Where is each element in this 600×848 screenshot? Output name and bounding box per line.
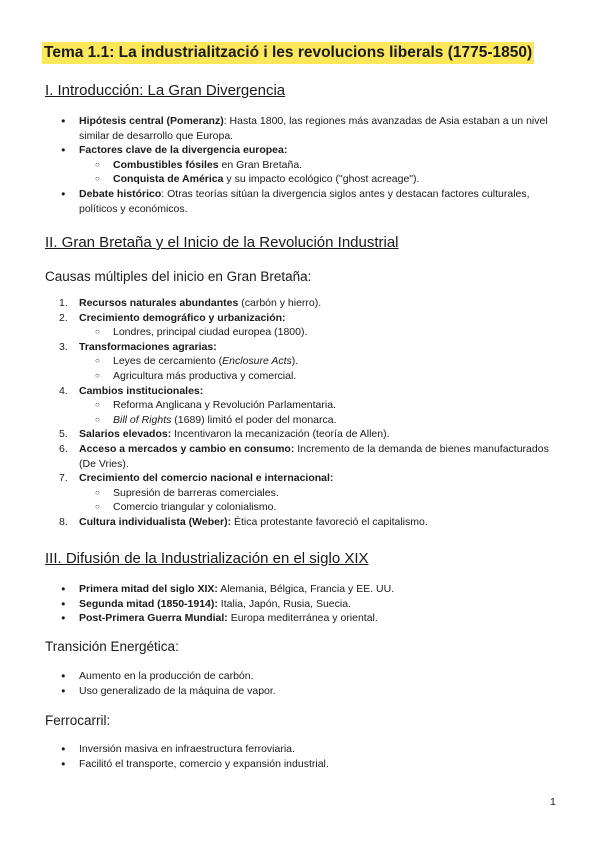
section-1-heading: I. Introducción: La Gran Divergencia (45, 82, 286, 99)
list-item: ● Hipótesis central (Pomeranz): Hasta 1800, las regiones más avanzadas de Asia estaban a un nivel similar de desarrollo que Europa. (45, 114, 560, 143)
list-item: ● Factores clave de la divergencia europea: ○ Combustibles fósiles en Gran Bretaña. ○ Conquista de América y su impacto ecológico ("ghost acreage"). (45, 143, 560, 187)
list-item: 2. Crecimiento demográfico y urbanización: ○ Londres, principal ciudad europea (1800). (45, 311, 560, 340)
list-item: 6. Acceso a mercados y cambio en consumo: Incremento de la demanda de bienes manufacturados (De Vries). (59, 442, 549, 470)
list-item: 4. Cambios institucionales: ○ Reforma Anglicana y Revolución Parlamentaria. ○ Bill of Rights (1689) limitó el poder del monarca. (45, 384, 560, 428)
sub-list-item: ○ Bill of Rights (1689) limitó el poder del monarca. (79, 413, 560, 428)
sub-list-item: ○ Comercio triangular y colonialismo. (79, 500, 560, 515)
causes-list (45, 296, 560, 530)
sub-list (79, 486, 560, 515)
sub-list-item: ○ Agricultura más productiva y comercial. (79, 369, 560, 384)
energy-list (45, 669, 560, 698)
section-3-heading: III. Difusión de la Industrialización en el siglo XIX (45, 550, 369, 567)
page-number: 1 (550, 796, 556, 808)
diffusion-list (45, 582, 560, 626)
section-2-subheading: Causas múltiples del inicio en Gran Bretaña: (45, 269, 312, 284)
sub-list (79, 158, 560, 187)
list-item: ● Inversión masiva en infraestructura ferroviaria. (45, 742, 560, 757)
list-item: ● Segunda mitad (1850-1914): Italia, Japón, Rusia, Suecia. (45, 597, 560, 612)
list-item: 8. Cultura individualista (Weber): Ética protestante favoreció el capitalismo. (59, 515, 428, 528)
sub-list (79, 325, 560, 340)
list-item: 1. Recursos naturales abundantes (carbón y hierro). (59, 297, 322, 309)
sub-list-item: ○ Londres, principal ciudad europea (1800). (79, 325, 560, 340)
list-item: 7. Crecimiento del comercio nacional e internacional: ○ Supresión de barreras comerciales. ○ Comercio triangular y colonialismo. (45, 471, 560, 515)
rail-list (45, 742, 560, 771)
list-item: ● Facilitó el transporte, comercio y expansión industrial. (45, 757, 560, 772)
rail-heading: Ferrocarril: (45, 713, 111, 728)
sub-list-item: ○ Conquista de América y su impacto ecológico ("ghost acreage"). (79, 172, 560, 187)
list-item: ● Debate histórico: Otras teorías sitúan la divergencia siglos antes y destacan factores culturales, políticos y económicos. (45, 187, 560, 216)
list-item: ● Primera mitad del siglo XIX: Alemania, Bélgica, Francia y EE. UU. (45, 582, 560, 597)
section-1-list (45, 114, 560, 216)
list-item: ● Post-Primera Guerra Mundial: Europa mediterránea y oriental. (45, 611, 560, 626)
section-2-heading: II. Gran Bretaña y el Inicio de la Revolución Industrial (45, 234, 399, 251)
sub-list-item: ○ Combustibles fósiles en Gran Bretaña. (79, 158, 560, 173)
energy-heading: Transición Energética: (45, 639, 179, 654)
list-item: 5. Salarios elevados: Incentivaron la mecanización (teoría de Allen). (59, 428, 390, 441)
sub-list-item: ○ Leyes de cercamiento (Enclosure Acts). (79, 354, 560, 369)
document-title: Tema 1.1: La industrialització i les revolucions liberals (1775-1850) (42, 42, 534, 64)
sub-list (79, 398, 560, 427)
sub-list (79, 354, 560, 383)
sub-list-item: ○ Reforma Anglicana y Revolución Parlamentaria. (79, 398, 560, 413)
list-item: 3. Transformaciones agrarias: ○ Leyes de cercamiento (Enclosure Acts). ○ Agricultura más productiva y comercial. (45, 340, 560, 384)
list-item: ● Aumento en la producción de carbón. (45, 669, 560, 684)
sub-list-item: ○ Supresión de barreras comerciales. (79, 486, 560, 501)
list-item: ● Uso generalizado de la máquina de vapor. (45, 684, 560, 699)
